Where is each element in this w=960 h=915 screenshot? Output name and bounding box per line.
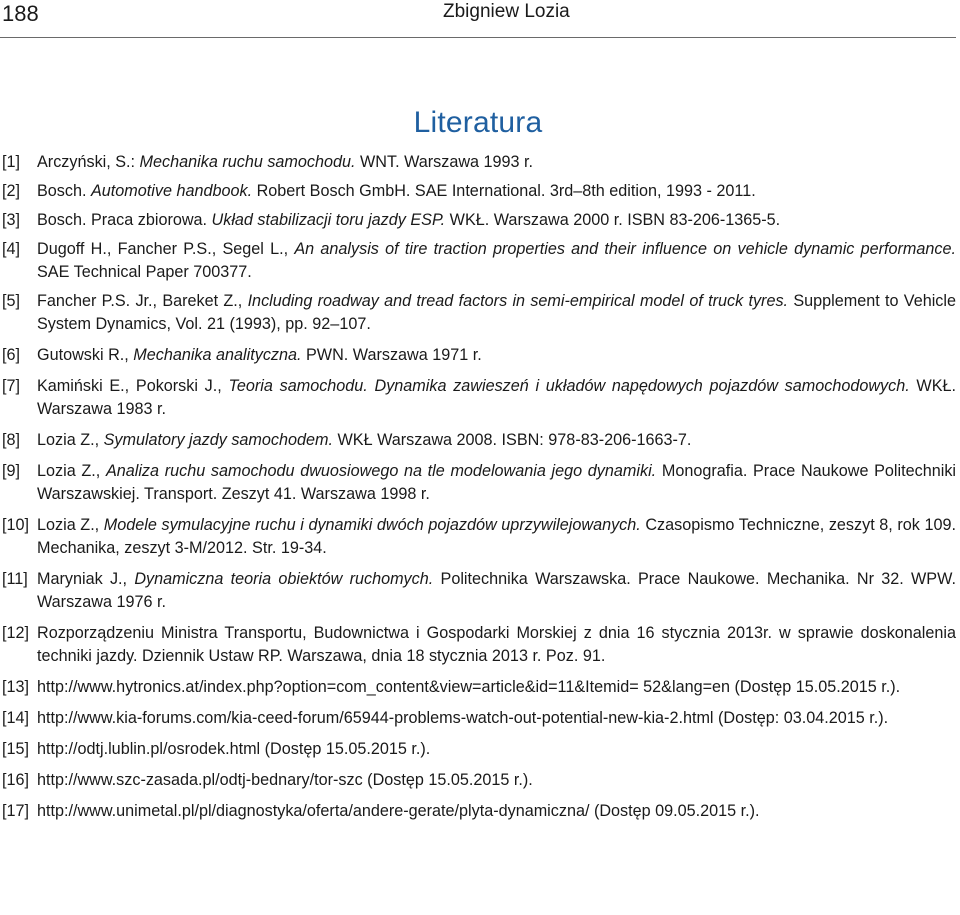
header-divider xyxy=(0,37,956,38)
reference-number: [2] xyxy=(2,182,20,200)
section-title: Literatura xyxy=(413,106,543,139)
reference-number: [15] xyxy=(2,740,30,758)
reference-number: [10] xyxy=(2,516,30,534)
reference-text: Fancher P.S. Jr., Bareket Z., xyxy=(37,292,248,310)
reference-title: Automotive handbook. xyxy=(91,182,253,200)
reference-number: [14] xyxy=(2,709,30,727)
reference-text: Supplement to Vehicle System Dynamics, Vol. 21 (1993), pp. 92–107. xyxy=(37,292,956,333)
reference-text: Arczyński, S.: xyxy=(37,153,140,171)
reference-title: Analiza ruchu samochodu dwuosiowego na tle modelowania jego dynamiki. xyxy=(105,462,657,480)
reference-title: Mechanika ruchu samochodu. xyxy=(139,153,356,171)
reference-item xyxy=(0,460,956,506)
running-header-author: Zbigniew Lozia xyxy=(443,1,570,22)
reference-number: [7] xyxy=(2,377,20,395)
reference-title: Teoria samochodu. Dynamika zawieszeń i układów napędowych pojazdów samochodowych. xyxy=(228,377,910,395)
reference-number: [3] xyxy=(2,211,20,229)
reference-number: [16] xyxy=(2,771,30,789)
reference-text: Politechnika Warszawska. Prace Naukowe. Mechanika. Nr 32. WPW. Warszawa 1976 r. xyxy=(37,570,956,611)
reference-text: WNT. Warszawa 1993 r. xyxy=(355,153,534,171)
reference-title: Dynamiczna teoria obiektów ruchomych. xyxy=(134,570,434,588)
reference-number: [9] xyxy=(2,462,20,480)
reference-number: [6] xyxy=(2,346,20,364)
reference-item xyxy=(0,429,956,452)
reference-item xyxy=(0,209,956,232)
reference-text: Gutowski R., xyxy=(37,346,134,364)
reference-text: http://www.szc-zasada.pl/odtj-bednary/tor-szc (Dostęp 15.05.2015 r.). xyxy=(37,771,533,789)
reference-number: [1] xyxy=(2,153,20,171)
reference-text: Monografia. Prace Naukowe Politechniki Warszawskiej. Transport. Zeszyt 41. Warszawa 1998 r. xyxy=(37,462,957,503)
reference-number: [17] xyxy=(2,802,30,820)
reference-title: Including roadway and tread factors in semi-empirical model of truck tyres. xyxy=(247,292,789,310)
reference-text: Robert Bosch GmbH. SAE International. 3rd–8th edition, 1993 - 2011. xyxy=(252,182,756,200)
reference-number: [4] xyxy=(2,240,20,258)
reference-item xyxy=(0,375,956,421)
reference-text: Kamiński E., Pokorski J., xyxy=(37,377,229,395)
reference-number: [8] xyxy=(2,431,20,449)
reference-text: Rozporządzeniu Ministra Transportu, Budownictwa i Gospodarki Morskiej z dnia 16 stycznia 2013r. w sprawie doskonalenia techniki jazdy. Dziennik Ustaw RP. Warszawa, dnia 18 stycznia 2013 r. Poz. 91. xyxy=(37,624,956,665)
reference-text: WKŁ. Warszawa 1983 r. xyxy=(37,377,957,418)
reference-title: Symulatory jazdy samochodem. xyxy=(103,431,333,449)
reference-text: Lozia Z., xyxy=(37,431,104,449)
reference-title: Mechanika analityczna. xyxy=(133,346,302,364)
page-number: 188 xyxy=(2,1,39,26)
reference-text: Dugoff H., Fancher P.S., Segel L., xyxy=(37,240,295,258)
reference-item xyxy=(0,290,956,336)
reference-item xyxy=(0,568,956,614)
reference-text: SAE Technical Paper 700377. xyxy=(37,263,252,281)
reference-item xyxy=(0,514,956,560)
reference-item xyxy=(0,707,956,730)
reference-text: http://www.kia-forums.com/kia-ceed-forum/65944-problems-watch-out-potential-new-kia-2.html (Dostęp: 03.04.2015 r.). xyxy=(37,709,889,727)
reference-title: Układ stabilizacji toru jazdy ESP. xyxy=(211,211,446,229)
reference-item xyxy=(0,676,956,699)
reference-text: Lozia Z., xyxy=(37,516,104,534)
reference-number: [13] xyxy=(2,678,30,696)
reference-item xyxy=(0,151,956,174)
reference-item xyxy=(0,769,956,792)
reference-text: Bosch. Praca zbiorowa. xyxy=(37,211,212,229)
reference-item xyxy=(0,800,956,823)
reference-text: WKŁ. Warszawa 2000 r. ISBN 83-206-1365-5. xyxy=(445,211,781,229)
reference-list xyxy=(0,151,956,831)
reference-text: http://odtj.lublin.pl/osrodek.html (Dostęp 15.05.2015 r.). xyxy=(37,740,431,758)
reference-text: Lozia Z., xyxy=(37,462,106,480)
reference-title: Modele symulacyjne ruchu i dynamiki dwóch pojazdów uprzywilejowanych. xyxy=(103,516,641,534)
reference-title: An analysis of tire traction properties and their influence on vehicle dynamic performance. xyxy=(294,240,956,258)
reference-text: Bosch. xyxy=(37,182,91,200)
reference-number: [11] xyxy=(2,570,28,588)
reference-text: Czasopismo Techniczne, zeszyt 8, rok 109. Mechanika, zeszyt 3-M/2012. Str. 19-34. xyxy=(37,516,956,557)
reference-text: PWN. Warszawa 1971 r. xyxy=(301,346,482,364)
reference-item xyxy=(0,622,956,668)
reference-text: WKŁ Warszawa 2008. ISBN: 978-83-206-1663-7. xyxy=(333,431,692,449)
reference-text: Maryniak J., xyxy=(37,570,135,588)
reference-item xyxy=(0,180,956,203)
reference-number: [5] xyxy=(2,292,20,310)
reference-text: http://www.unimetal.pl/pl/diagnostyka/oferta/andere-gerate/plyta-dynamiczna/ (Dostęp 09.05.2015 r.). xyxy=(37,802,760,820)
reference-text: http://www.hytronics.at/index.php?option=com_content&view=article&id=11&Itemid= 52&lang=en (Dostęp 15.05.2015 r.). xyxy=(37,678,901,696)
reference-number: [12] xyxy=(2,624,30,642)
reference-item xyxy=(0,344,956,367)
reference-item xyxy=(0,738,956,761)
reference-item xyxy=(0,238,956,284)
